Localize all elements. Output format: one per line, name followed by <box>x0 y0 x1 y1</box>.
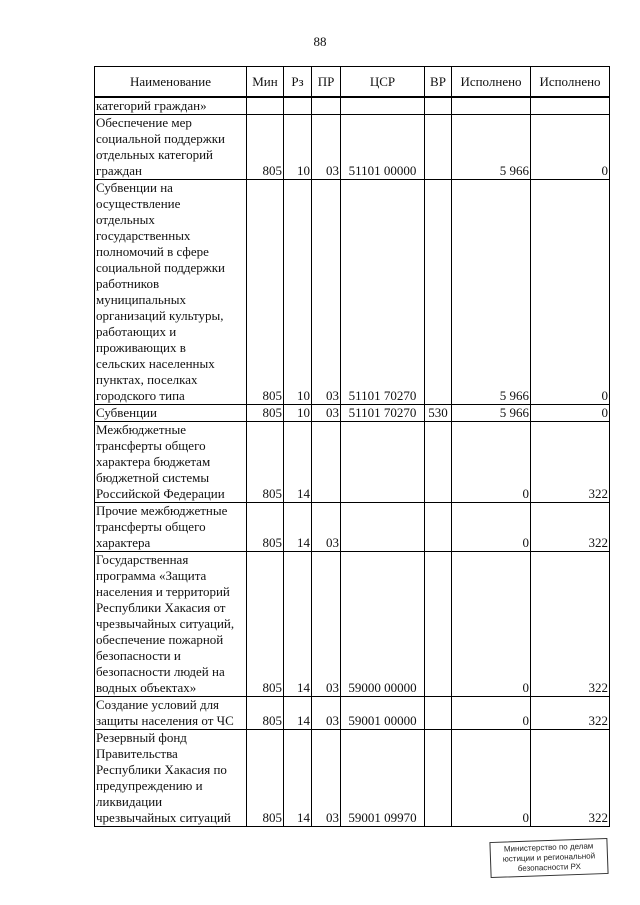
cell-rz: 10 <box>284 115 312 180</box>
cell-pr: 03 <box>312 730 341 827</box>
cell-csr: 59000 00000 <box>341 552 425 697</box>
table-row <box>95 730 610 827</box>
cell-min: 805 <box>247 115 284 180</box>
cell-min <box>247 97 284 115</box>
cell-name: Прочие межбюджетные трансферты общего характера <box>95 503 247 552</box>
cell-name: Субвенции на осуществление отдельных государственных полномочий в сфере социальной поддержки работников муниципальных организаций культуры, работающих и проживающих в сельских населенных пунктах, поселках городского типа <box>95 180 247 405</box>
cell-min: 805 <box>247 730 284 827</box>
column-header-vr: ВР <box>425 67 452 98</box>
cell-vr <box>425 97 452 115</box>
cell-executed-2: 322 <box>531 503 610 552</box>
cell-csr <box>341 97 425 115</box>
cell-executed-2: 322 <box>531 697 610 730</box>
cell-rz <box>284 97 312 115</box>
cell-vr <box>425 697 452 730</box>
cell-vr <box>425 503 452 552</box>
table-row <box>95 552 610 697</box>
column-header-pr: ПР <box>312 67 341 98</box>
cell-name: категорий граждан» <box>95 97 247 115</box>
cell-executed-1: 5 966 <box>452 180 531 405</box>
cell-csr: 51101 70270 <box>341 180 425 405</box>
cell-min: 805 <box>247 422 284 503</box>
cell-rz: 10 <box>284 405 312 422</box>
table-row <box>95 422 610 503</box>
cell-name: Обеспечение мер социальной поддержки отдельных категорий граждан <box>95 115 247 180</box>
cell-executed-1: 5 966 <box>452 405 531 422</box>
cell-pr <box>312 97 341 115</box>
cell-vr <box>425 552 452 697</box>
cell-vr <box>425 730 452 827</box>
budget-table <box>94 66 610 827</box>
cell-executed-2: 322 <box>531 730 610 827</box>
cell-executed-2: 322 <box>531 422 610 503</box>
cell-executed-2: 0 <box>531 115 610 180</box>
stamp-line: безопасности РХ <box>517 861 582 874</box>
ministry-stamp <box>489 838 608 878</box>
table-row <box>95 405 610 422</box>
table-row <box>95 115 610 180</box>
column-header-min: Мин <box>247 67 284 98</box>
cell-executed-2: 0 <box>531 180 610 405</box>
cell-rz: 10 <box>284 180 312 405</box>
cell-rz: 14 <box>284 730 312 827</box>
stamp-line: Министерство по делам <box>503 841 594 854</box>
cell-name: Межбюджетные трансферты общего характера бюджетам бюджетной системы Российской Федерации <box>95 422 247 503</box>
cell-pr <box>312 422 341 503</box>
cell-min: 805 <box>247 552 284 697</box>
cell-pr: 03 <box>312 180 341 405</box>
cell-vr: 530 <box>425 405 452 422</box>
cell-executed-1: 0 <box>452 503 531 552</box>
column-header-name: Наименование <box>95 67 247 98</box>
cell-executed-1: 5 966 <box>452 115 531 180</box>
cell-executed-2: 0 <box>531 405 610 422</box>
cell-executed-1: 0 <box>452 730 531 827</box>
cell-name: Государственная программа «Защита населения и территорий Республики Хакасия от чрезвычайных ситуаций, обеспечение пожарной безопасности и безопасности людей на водных объектах» <box>95 552 247 697</box>
cell-csr <box>341 422 425 503</box>
column-header-rz: Рз <box>284 67 312 98</box>
column-header-csr: ЦСР <box>341 67 425 98</box>
cell-pr: 03 <box>312 552 341 697</box>
cell-vr <box>425 180 452 405</box>
stamp-line: юстиции и региональной <box>502 851 596 864</box>
cell-name: Субвенции <box>95 405 247 422</box>
table-row <box>95 503 610 552</box>
cell-csr: 51101 70270 <box>341 405 425 422</box>
cell-csr: 59001 09970 <box>341 730 425 827</box>
table-row <box>95 180 610 405</box>
column-header-executed-2: Исполнено <box>531 67 610 98</box>
cell-executed-1: 0 <box>452 697 531 730</box>
cell-min: 805 <box>247 697 284 730</box>
cell-csr: 59001 00000 <box>341 697 425 730</box>
table-header-row <box>95 67 610 98</box>
cell-executed-1: 0 <box>452 552 531 697</box>
table-row <box>95 97 610 115</box>
cell-csr <box>341 503 425 552</box>
table-row <box>95 697 610 730</box>
cell-min: 805 <box>247 503 284 552</box>
cell-rz: 14 <box>284 422 312 503</box>
cell-executed-1 <box>452 97 531 115</box>
cell-rz: 14 <box>284 697 312 730</box>
cell-pr: 03 <box>312 697 341 730</box>
cell-min: 805 <box>247 405 284 422</box>
cell-executed-2 <box>531 97 610 115</box>
cell-pr: 03 <box>312 115 341 180</box>
cell-vr <box>425 422 452 503</box>
column-header-executed-1: Исполнено <box>452 67 531 98</box>
cell-pr: 03 <box>312 503 341 552</box>
cell-csr: 51101 00000 <box>341 115 425 180</box>
cell-rz: 14 <box>284 503 312 552</box>
cell-vr <box>425 115 452 180</box>
cell-rz: 14 <box>284 552 312 697</box>
cell-executed-1: 0 <box>452 422 531 503</box>
cell-min: 805 <box>247 180 284 405</box>
cell-pr: 03 <box>312 405 341 422</box>
page-number: 88 <box>313 34 327 49</box>
cell-name: Создание условий для защиты населения от ЧС <box>95 697 247 730</box>
cell-executed-2: 322 <box>531 552 610 697</box>
cell-name: Резервный фонд Правительства Республики Хакасия по предупреждению и ликвидации чрезвычайных ситуаций <box>95 730 247 827</box>
